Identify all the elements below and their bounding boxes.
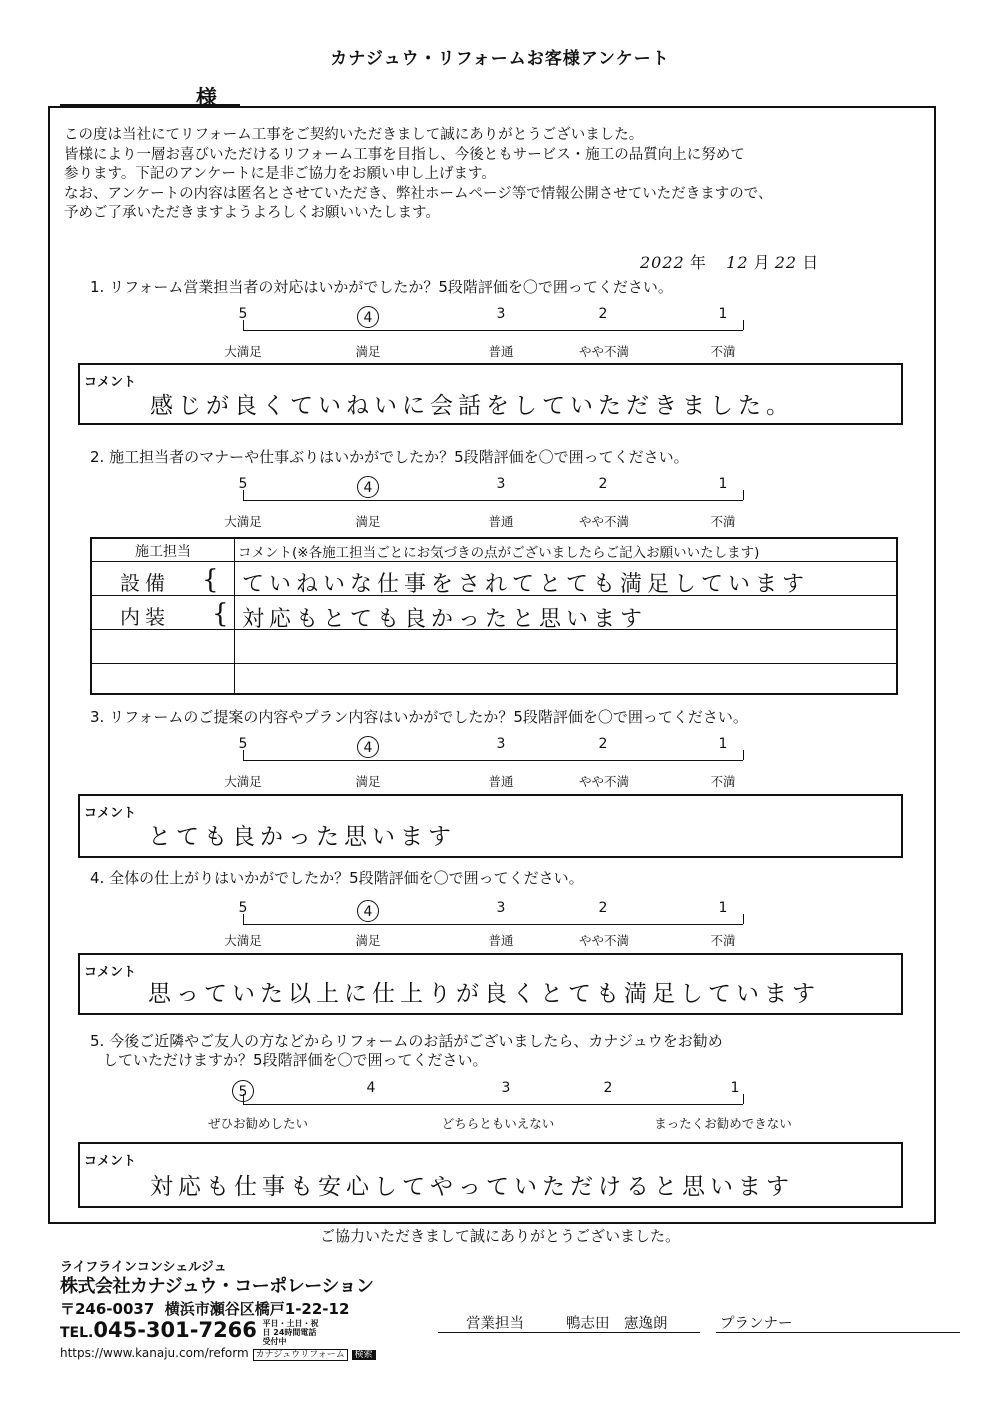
scale-number-3[interactable]: 3 <box>501 1080 511 1096</box>
comment-text: 対応も仕事も安心してやっていただけると思います <box>150 1174 794 1200</box>
scale-number-1[interactable]: 1 <box>718 306 728 322</box>
company-name: 株式会社カナジュウ・コーポレーション <box>60 1276 374 1297</box>
question-2: 2. 施工担当者のマナーや仕事ぶりはいかがでしたか？5段階評価を〇で囲ってください。 <box>90 448 689 466</box>
table-row-comment: ていねいな仕事をされてとても満足しています <box>242 572 810 597</box>
scale-line <box>243 330 743 331</box>
date-year-unit: 年 <box>689 253 706 272</box>
scale-number-4[interactable]: 4 <box>366 1080 376 1096</box>
scale-number-2[interactable]: 2 <box>598 306 608 322</box>
scale-label: 普通 <box>488 514 514 529</box>
comment-label: コメント <box>84 965 137 980</box>
table-divider <box>234 539 235 693</box>
scale-label: 普通 <box>488 933 514 948</box>
question-1: 1. リフォーム営業担当者の対応はいかがでしたか？5段階評価を〇で囲ってください。 <box>90 278 673 296</box>
scale-tick <box>743 320 744 330</box>
honorific: 様 <box>196 86 217 110</box>
scale-label: 不満 <box>710 933 736 948</box>
date-day: 22 <box>774 253 798 272</box>
date-month: 12 <box>726 253 749 272</box>
scale-label: 普通 <box>488 344 514 359</box>
scale-label: やや不満 <box>578 514 629 529</box>
date-month-unit: 月 <box>753 253 770 272</box>
date <box>640 250 818 273</box>
company-street: 横浜市瀬谷区橋戸1-22-12 <box>164 1300 350 1318</box>
scale-tick <box>743 750 744 760</box>
rating-scale-5 <box>207 1080 792 1140</box>
scale-label: 大満足 <box>224 933 262 948</box>
intro-text <box>64 126 924 224</box>
date-year: 2022 <box>640 253 685 272</box>
table-header-comment: コメント(※各施工担当ごとにお気づきの点がございましたらご記入お願いいたします) <box>238 545 760 561</box>
table-row-staff: 設備 <box>120 571 170 595</box>
scale-number-1[interactable]: 1 <box>718 900 728 916</box>
scale-number-4-circled[interactable]: 4 <box>357 476 379 498</box>
company-url[interactable]: https://www.kanaju.com/reform <box>60 1346 249 1360</box>
scale-label: ぜひお勧めしたい <box>207 1116 308 1131</box>
scale-number-5[interactable]: 5 <box>238 736 248 752</box>
scale-label: 満足 <box>355 514 381 529</box>
scale-number-4-circled[interactable]: 4 <box>357 900 379 922</box>
tel-hours: 平日・土日・祝日 24時間電話受付中 <box>262 1319 319 1346</box>
company-tel <box>60 1318 323 1346</box>
scale-number-3[interactable]: 3 <box>496 900 506 916</box>
scale-label: 満足 <box>355 344 381 359</box>
rating-scale-4 <box>224 900 758 960</box>
sales-name: 鴨志田 憲逸朗 <box>566 1316 668 1332</box>
scale-label: やや不満 <box>578 774 629 789</box>
search-badge: カナジュウリフォーム <box>253 1349 348 1361</box>
scale-number-5[interactable]: 5 <box>238 900 248 916</box>
question-4: 4. 全体の仕上がりはいかがでしたか？5段階評価を〇で囲ってください。 <box>90 869 584 887</box>
closing-message: ご協力いただきまして誠にありがとうございました。 <box>319 1227 680 1245</box>
scale-number-5[interactable]: 5 <box>238 306 248 322</box>
scale-number-4-circled[interactable]: 4 <box>357 306 379 328</box>
scale-number-2[interactable]: 2 <box>598 736 608 752</box>
staff-comment-table <box>90 537 898 695</box>
brace: { <box>212 599 234 629</box>
comment-box-5[interactable] <box>78 1142 903 1208</box>
scale-label: やや不満 <box>578 344 629 359</box>
scale-tick <box>743 490 744 500</box>
question-5-line-1: 5. 今後ご近隣やご友人の方などからリフォームのお話がございましたら、カナジュウをお勧め <box>90 1032 723 1050</box>
sales-label: 営業担当 <box>466 1316 524 1332</box>
scale-label: 大満足 <box>224 344 262 359</box>
comment-box-3[interactable] <box>78 794 903 858</box>
rating-scale-2 <box>224 476 758 536</box>
brace: { <box>202 565 224 595</box>
table-rule <box>92 663 896 664</box>
scale-number-3[interactable]: 3 <box>496 306 506 322</box>
scale-number-2[interactable]: 2 <box>603 1080 613 1096</box>
scale-label: 不満 <box>710 514 736 529</box>
comment-text: 思っていた以上に仕上りが良くとても満足しています <box>148 981 820 1007</box>
comment-box-1[interactable] <box>78 363 903 425</box>
comment-text: とても良かった思います <box>148 824 456 850</box>
scale-number-1[interactable]: 1 <box>730 1080 740 1096</box>
sales-underline <box>438 1332 700 1333</box>
scale-label: やや不満 <box>578 933 629 948</box>
company-tagline: ライフラインコンシェルジュ <box>60 1260 227 1275</box>
scale-label: 不満 <box>710 344 736 359</box>
scale-label: どちらともいえない <box>441 1116 555 1131</box>
search-button-badge: 検索 <box>352 1350 376 1360</box>
scale-label: 満足 <box>355 933 381 948</box>
scale-label: まったくお勧めできない <box>654 1116 792 1131</box>
intro-line: なお、アンケートの内容は匿名とさせていただき、弊社ホームページ等で情報公開させていただきますので、 <box>64 185 773 202</box>
intro-line: 皆様により一層お喜びいただけるリフォーム工事を目指し、今後ともサービス・施工の品質向上に努めて <box>64 146 745 163</box>
scale-label: 普通 <box>488 774 514 789</box>
rating-scale-3 <box>224 736 758 796</box>
scale-label: 大満足 <box>224 774 262 789</box>
question-5-line-2: していただけますか？5段階評価を〇で囲ってください。 <box>103 1051 488 1069</box>
scale-number-5-circled[interactable]: 5 <box>232 1080 254 1102</box>
question-3: 3. リフォームのご提案の内容やプラン内容はいかがでしたか？5段階評価を〇で囲ってください。 <box>90 708 748 726</box>
intro-line: 参ります。下記のアンケートに是非ご協力をお願い申し上げます。 <box>64 166 496 182</box>
tel-number[interactable]: 045-301-7266 <box>93 1318 257 1342</box>
scale-number-1[interactable]: 1 <box>718 736 728 752</box>
rating-scale-1 <box>224 306 758 366</box>
scale-number-4-circled[interactable]: 4 <box>357 736 379 758</box>
scale-number-2[interactable]: 2 <box>598 476 608 492</box>
table-header-staff: 施工担当 <box>135 544 191 560</box>
company-address <box>60 1298 349 1319</box>
intro-line: この度は当社にてリフォーム工事をご契約いただきまして誠にありがとうございました。 <box>64 127 644 143</box>
scale-tick <box>743 914 744 924</box>
scale-label: 不満 <box>710 774 736 789</box>
comment-box-4[interactable] <box>78 953 903 1015</box>
table-rule <box>92 561 896 562</box>
scale-number-3[interactable]: 3 <box>496 736 506 752</box>
scale-number-5[interactable]: 5 <box>238 476 248 492</box>
scale-line <box>243 924 743 925</box>
scale-number-1[interactable]: 1 <box>718 476 728 492</box>
scale-label: 大満足 <box>224 514 262 529</box>
date-day-unit: 日 <box>802 253 819 272</box>
scale-line <box>243 760 743 761</box>
tel-prefix: TEL. <box>60 1325 94 1341</box>
comment-label: コメント <box>84 806 137 821</box>
comment-label: コメント <box>84 1154 137 1169</box>
planner-label: プランナー <box>720 1316 793 1332</box>
intro-line: 予めご了承いただきますようよろしくお願いいたします。 <box>64 205 440 221</box>
scale-number-3[interactable]: 3 <box>496 476 506 492</box>
survey-title: カナジュウ・リフォームお客様アンケート <box>330 49 670 69</box>
scale-label: 満足 <box>355 774 381 789</box>
company-url-row <box>60 1346 376 1360</box>
planner-underline <box>716 1332 960 1333</box>
table-row-comment: 対応もとても良かったと思います <box>242 607 648 632</box>
scale-line <box>243 500 743 501</box>
scale-line <box>243 1104 743 1105</box>
comment-label: コメント <box>84 375 137 390</box>
scale-number-2[interactable]: 2 <box>598 900 608 916</box>
comment-text: 感じが良くていねいに会話をしていただきました。 <box>150 393 794 419</box>
table-row-staff: 内装 <box>120 605 170 629</box>
company-postal: 〒246-0037 <box>60 1300 155 1318</box>
